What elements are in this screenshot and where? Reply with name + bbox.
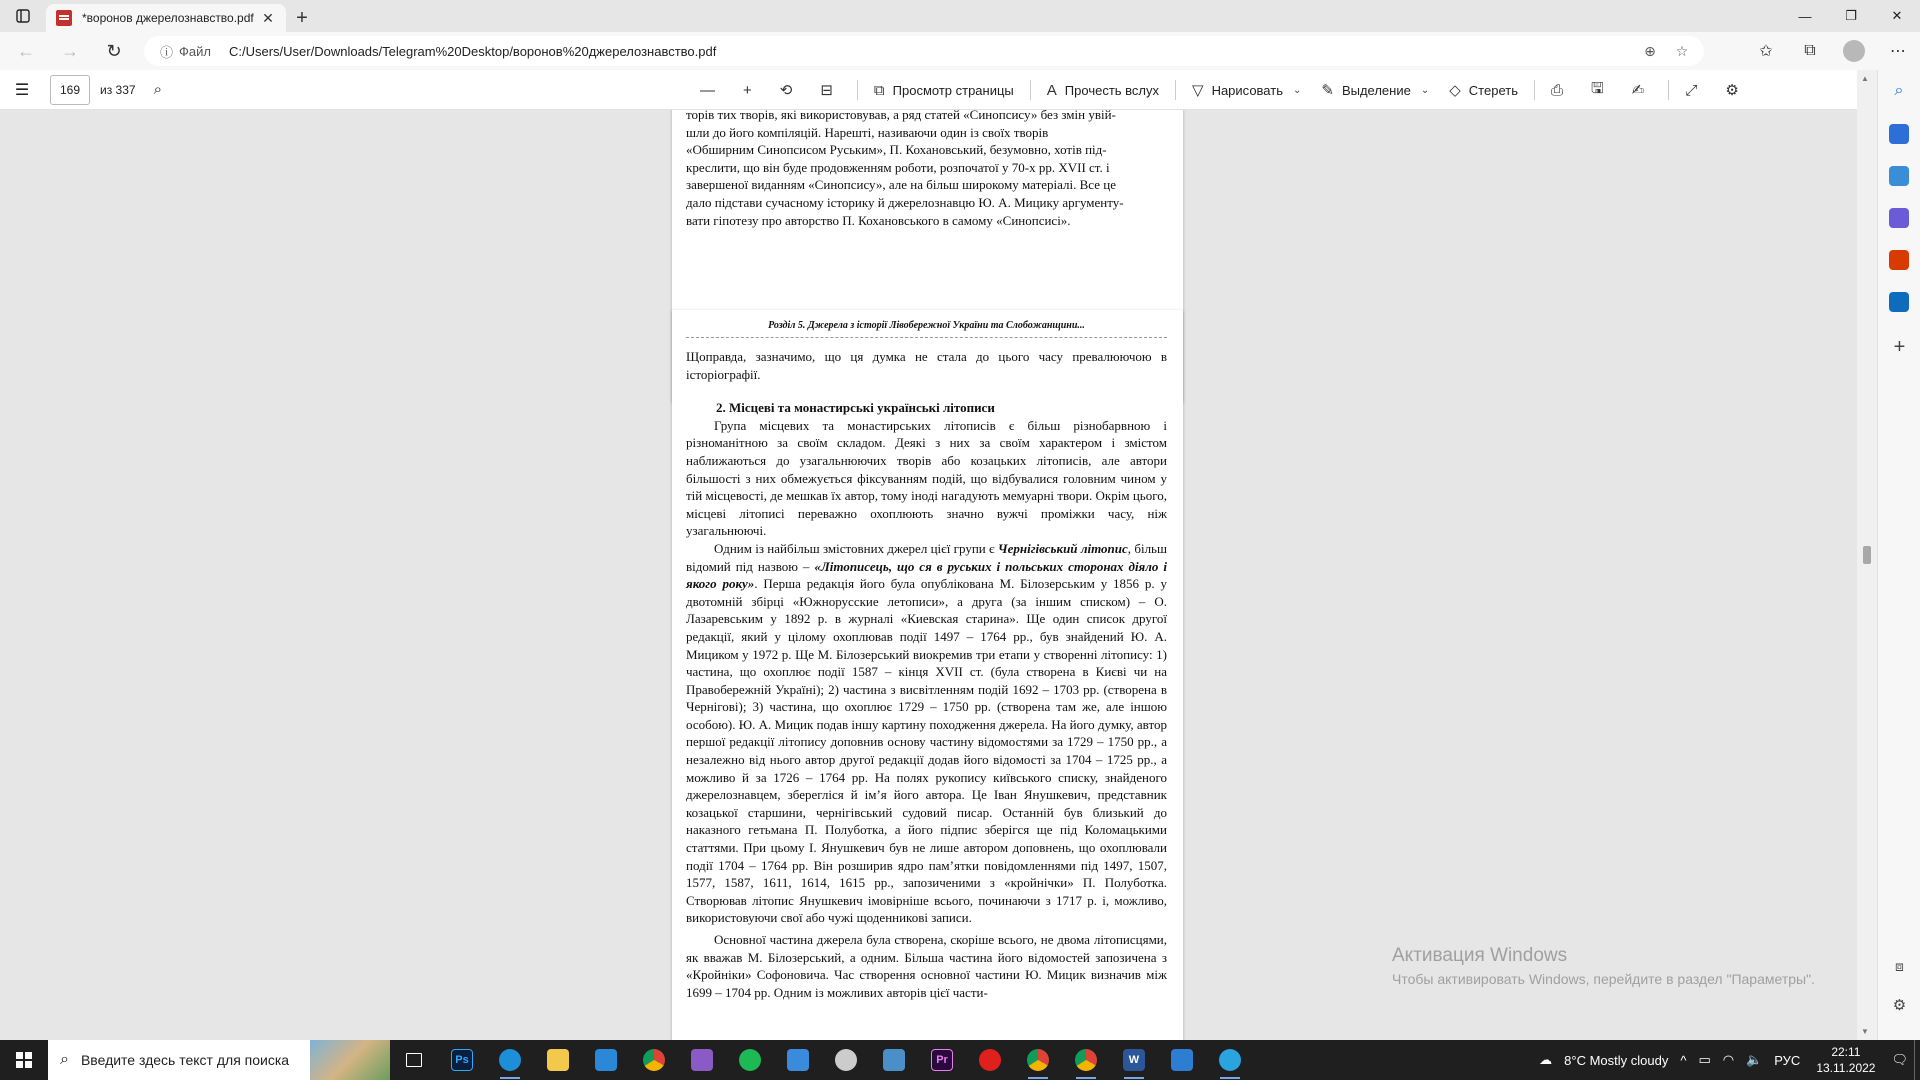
scroll-up-icon[interactable]: ▲	[1861, 74, 1869, 83]
read-aloud-button[interactable]	[1037, 70, 1169, 110]
fullscreen-icon[interactable]: ⤢	[1685, 81, 1698, 99]
favorite-add-icon[interactable]: ☆	[1675, 43, 1689, 59]
scroll-down-icon[interactable]: ▼	[1861, 1027, 1869, 1036]
photos-icon[interactable]	[1158, 1040, 1206, 1080]
text-line: вати гіпотезу про авторство П. Кохановського в самому «Синопсисі».	[686, 212, 1071, 228]
notifications-icon[interactable]: 🗨	[1891, 1052, 1908, 1067]
restore-icon[interactable]: ❐	[1845, 8, 1857, 23]
search-highlight-image	[310, 1040, 390, 1080]
collections-icon[interactable]: ⧉	[1804, 42, 1816, 59]
notes-icon[interactable]	[774, 1040, 822, 1080]
tab-bar	[0, 0, 1920, 32]
close-window-icon[interactable]: ✕	[1891, 8, 1903, 23]
favorites-icon[interactable]: ✩	[1759, 43, 1773, 60]
page-text	[686, 110, 1167, 229]
photoshop-icon[interactable]: Ps	[438, 1040, 486, 1080]
watermark-subtitle: Чтобы активировать Windows, перейдите в раздел "Параметры".	[1392, 971, 1815, 987]
file-label: Файл	[179, 43, 211, 59]
paragraph: Основної частина джерела була створена, скоріше всього, не двома літописцями, як вважав М. Білозерський, а одним. Більша частина його відомостей запозичена з «Кройніки» Софоновича. Час створення основної частини Ю. Мицик визначив між 1699 – 1704 рр. Одним із можливих авторів цієї части-	[686, 932, 1167, 1000]
search-placeholder: Введите здесь текст для поиска	[80, 1052, 290, 1068]
section-title: 2. Місцеві та монастирські українські літописи	[716, 400, 995, 416]
browser-tab[interactable]	[46, 4, 286, 32]
scrollbar[interactable]	[1857, 70, 1877, 1040]
paragraph: Щоправда, зазначимо, що ця думка не стала до цього часу превалюючою в історіографії.	[686, 349, 1167, 382]
divider	[1534, 80, 1535, 100]
divider	[1175, 80, 1176, 100]
avatar[interactable]	[1843, 40, 1865, 62]
chrome-profile-icon[interactable]	[1014, 1040, 1062, 1080]
camera-icon[interactable]	[870, 1040, 918, 1080]
page-view-button[interactable]	[864, 70, 1024, 110]
highlight-label: Выделение	[1341, 82, 1411, 98]
weather-text[interactable]: 8°C Mostly cloudy	[1564, 1052, 1669, 1068]
volume-icon[interactable]: 🔈	[1746, 1052, 1763, 1067]
divider	[857, 80, 858, 100]
browser-actions	[1744, 36, 1920, 66]
chevron-down-icon[interactable]: ⌄	[1420, 84, 1430, 96]
eraser-icon: ◇	[1449, 82, 1461, 99]
activation-watermark	[1392, 945, 1815, 987]
clock-date: 13.11.2022	[1816, 1061, 1876, 1075]
spotify-icon[interactable]	[726, 1040, 774, 1080]
tab-title: *воронов джерелознавство.pdf	[82, 11, 254, 25]
edge-icon[interactable]	[486, 1040, 534, 1080]
word-icon[interactable]: W	[1110, 1040, 1158, 1080]
text-line: шли до його компіляцій. Нарешті, називаючи один із своїх творів	[686, 124, 1049, 140]
page-text	[686, 348, 1167, 1001]
page-number-input[interactable]: 169	[50, 75, 90, 105]
divider	[1668, 80, 1669, 100]
save-as-icon[interactable]: ✍	[1631, 82, 1645, 99]
text-line: креслити, що він буде продовженням роботи, розпочатої у 70-х рр. XVII ст. і	[686, 159, 1110, 175]
emphasis: «Літописець, що ся в руських і польських сторонах діяло і якого року»	[686, 558, 1167, 592]
minimize-icon[interactable]: —	[1798, 8, 1812, 24]
contents-icon[interactable]: ☰	[14, 81, 30, 99]
text-line: дало підстави сучасному історику й джерелознавцю Ю. А. Мицику аргументу-	[686, 194, 1124, 210]
fit-page-icon[interactable]: ⊟	[820, 82, 833, 99]
pdf-file-icon	[56, 10, 72, 26]
premiere-icon[interactable]: Pr	[918, 1040, 966, 1080]
weather-icon[interactable]: ☁	[1539, 1052, 1553, 1067]
erase-label: Стереть	[1468, 82, 1518, 98]
winrar-icon[interactable]	[678, 1040, 726, 1080]
rotate-icon[interactable]: ⟲	[779, 82, 793, 99]
emphasis: Чернігівський літопис	[997, 540, 1128, 556]
text-line: торів тих творів, які використовував, а ряд статей «Синопсису» без змін увій-	[686, 110, 1116, 122]
clock-app-icon[interactable]	[822, 1040, 870, 1080]
shopping-icon[interactable]	[1889, 124, 1909, 144]
file-explorer-icon[interactable]	[534, 1040, 582, 1080]
page-view-icon: ⧉	[873, 81, 885, 99]
sidebar-settings-icon[interactable]: ⚙	[1892, 997, 1907, 1014]
text-line: «Обширним Синопсисом Руським», П. Кохановський, безумовно, хотів під-	[686, 142, 1107, 158]
tab-close-icon[interactable]: ✕	[262, 9, 274, 26]
page-total: из 337	[100, 82, 136, 97]
store-icon[interactable]	[582, 1040, 630, 1080]
back-icon[interactable]: ←	[17, 40, 35, 61]
tools-icon[interactable]	[1889, 166, 1909, 186]
zoom-in-icon[interactable]: +	[743, 81, 752, 99]
running-head: Розділ 5. Джерела з історії Лівобережної України та Слобожанщини...	[686, 310, 1167, 338]
forward-icon[interactable]: →	[61, 40, 79, 61]
text-run: Одним із найбільш змістовних джерел цієї групи є	[714, 540, 998, 556]
text-run: . Перша редакція його була опублікована М. Білозерським у 1856 р. у двотомній збірці «Южнорусские летописи», а друга (за іншим списком) – О. Лазаревським у 1892 р. в журналі «Киевская старина». Ще один список другої редакції, який у цілому охоплював події 1497 – 1764 рр., був знайдений Ю. А. Мициком у 1972 р. Ще М. Білозерський виокремив три етапи у створенні літопису: 1) частина, що охоплює події 1587 – кінця XVII ст. (була створена в Києві чи на Правобережній Україні); 2) частина з висвітленням подій 1692 – 1703 рр. (створена в Чернігові); 3) частина, що охоплює 1729 – 1750 рр. (створена там же, але іншою особою). Ю. А. Мицик подав іншу картину походження джерела. На його думку, автор першої редакції літопису доповнив основу частину відомостями за 1729 – 1750 рр., а незалежно від нього автор другої редакції додав його відомості за 1704 – 1725 рр., а можливо й за 1726 – 1764 рр. На полях рукопису київського списку, знайденого джерелознавцем, зберегліся й ім’я його автора. Це Іван Янушкевич, представник козацької старшини, чернігівський судовий писар. Останній був близький до наказного гетьмана П. Полуботка, а його підпис зберігся ще під Коломацькими статтями. При цьому І. Янушкевич був не лише автором доповнень, що охоплювали події 1704 – 1764 рр. Він розширив ядро пам’ятки повідомленнями під 1497, 1507, 1577, 1587, 1611, 1614, 1615 рр., запозиченими з «кройнічки» П. Полуботка. Створював літопис Янушкевич імовірніше всього, починаючи з 1717 р. і, можливо, використовуючи свої або чужі щоденникові записи.	[686, 576, 1168, 926]
draw-button[interactable]	[1182, 70, 1311, 110]
chevron-down-icon[interactable]: ⌄	[1292, 84, 1302, 96]
taskbar-search[interactable]	[48, 1040, 390, 1080]
text-line: завершеної виданням «Синопсису», але на більш широкому матеріалі. Все це	[686, 177, 1116, 193]
pdf-toolbar	[0, 70, 1857, 110]
chrome-icon[interactable]	[630, 1040, 678, 1080]
network-icon[interactable]: ◠	[1722, 1052, 1735, 1067]
sidebar-layout-icon[interactable]: ⧈	[1895, 958, 1904, 974]
page-view-label: Просмотр страницы	[892, 82, 1014, 98]
games-icon[interactable]	[1889, 208, 1909, 228]
text-run: , більш відомий під назвою –	[686, 540, 1167, 574]
clock-time: 22:11	[1831, 1045, 1861, 1059]
office-icon[interactable]	[1889, 250, 1909, 270]
tab-actions-icon	[16, 9, 30, 23]
battery-icon[interactable]: ▭	[1698, 1052, 1711, 1067]
windows-icon	[16, 1052, 32, 1068]
more-icon[interactable]: ⋯	[1890, 43, 1906, 60]
highlight-button[interactable]	[1311, 70, 1439, 110]
watermark-title: Активация Windows	[1392, 945, 1568, 966]
paragraph: Група місцевих та монастирських літописів є більш різнобарвною і різноманітною за своїм складом. Деякі з них за своїм характером і змістом наближаються до узагальнюючих творів або козацьких літописів, але автори більшості з них обмежується фіксуванням подій, що відбувалися головним чином у тій місцевості, де мешкав їх автор, тому іноді нагадують мемуарні твори. Окрім цього, місцеві літописі переважно охоплюють значно вужчі проміжки часу, ніж узагальнюючі.	[686, 417, 1167, 539]
refresh-icon[interactable]: ↻	[106, 40, 122, 61]
add-icon[interactable]: +	[1893, 336, 1906, 358]
chevron-up-icon[interactable]: ^	[1680, 1052, 1687, 1068]
draw-icon: ▽	[1192, 82, 1204, 99]
erase-button[interactable]	[1439, 70, 1528, 110]
draw-label: Нарисовать	[1211, 82, 1283, 98]
scroll-thumb[interactable]	[1863, 546, 1871, 564]
taskbar	[0, 1040, 1920, 1080]
pdf-page-168	[672, 310, 1183, 1040]
opera-icon[interactable]	[966, 1040, 1014, 1080]
highlight-icon: ✎	[1321, 82, 1334, 99]
outlook-icon[interactable]	[1889, 292, 1909, 312]
show-desktop-button[interactable]	[1914, 1040, 1920, 1080]
search-icon[interactable]: ⌕	[1894, 82, 1904, 99]
chrome-profile-icon[interactable]	[1062, 1040, 1110, 1080]
telegram-icon[interactable]	[1206, 1040, 1254, 1080]
print-icon[interactable]: ⎙	[1550, 81, 1563, 99]
clock[interactable]	[1816, 1044, 1875, 1076]
read-aloud-icon: A	[1046, 81, 1057, 99]
zoom-icon[interactable]: ⊕	[1644, 43, 1656, 59]
tab-actions-button[interactable]	[0, 0, 46, 32]
new-tab-button[interactable]: +	[296, 6, 308, 29]
url-text[interactable]: C:/Users/User/Downloads/Telegram%20Desktop/воронов%20джерелознавство.pdf	[228, 43, 717, 59]
read-aloud-label: Прочесть вслух	[1064, 82, 1160, 98]
task-view-icon[interactable]	[390, 1040, 438, 1080]
pdf-tools	[690, 70, 1757, 110]
settings-icon[interactable]: ⚙	[1725, 82, 1739, 99]
info-icon[interactable]: ⓘ	[160, 44, 174, 60]
search-icon[interactable]: ⌕	[153, 81, 162, 98]
start-button[interactable]	[0, 1040, 48, 1080]
pdf-viewer[interactable]	[0, 110, 1857, 1040]
window-controls	[1782, 0, 1920, 32]
system-tray	[1533, 1040, 1920, 1080]
zoom-out-icon[interactable]: —	[700, 81, 715, 99]
paragraph	[686, 540, 1167, 927]
address-bar	[0, 32, 1920, 70]
divider	[1030, 80, 1031, 100]
edge-sidebar	[1877, 70, 1920, 1040]
search-icon: ⌕	[60, 1051, 69, 1068]
save-icon[interactable]: 🖫	[1590, 79, 1604, 97]
language-indicator[interactable]: РУС	[1774, 1052, 1801, 1068]
url-box[interactable]	[144, 36, 1704, 66]
